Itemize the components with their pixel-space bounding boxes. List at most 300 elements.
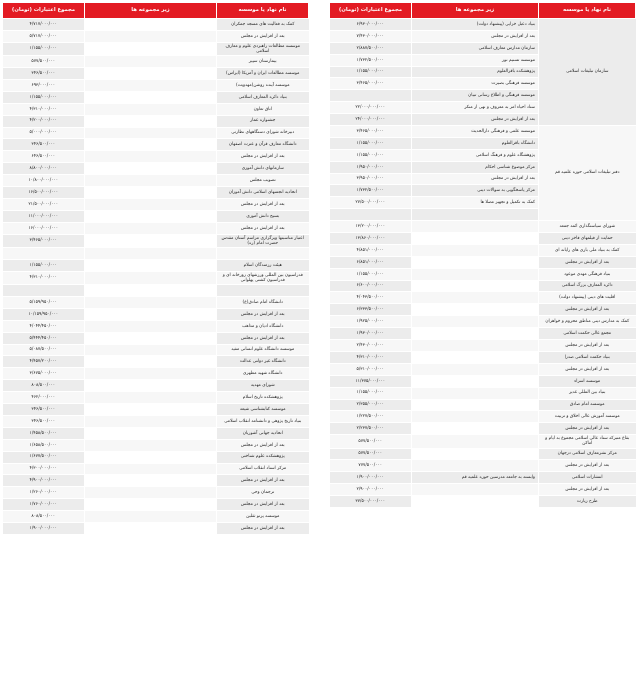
subsidiary-name xyxy=(412,221,539,233)
institution-name: اتحادیه انجمنهای اسلامی دانش آموزان xyxy=(217,186,309,198)
subsidiary-name: دانشگاه باقرالعلوم xyxy=(412,137,539,149)
credit-value: ۱/۱۵۵/۰۰۰/۰۰۰ xyxy=(330,268,412,280)
subsidiary-name xyxy=(85,103,217,115)
table-row xyxy=(3,427,309,439)
table-row xyxy=(330,496,636,508)
table-row xyxy=(330,19,636,31)
subsidiary-name xyxy=(85,487,217,499)
table-row xyxy=(330,448,636,460)
institution-name: بعد از افزایش در مجلس xyxy=(539,256,636,268)
table-row xyxy=(330,221,636,233)
credit-value: ۲/۳۵۵/۰۰۰/۰۰۰ xyxy=(330,399,412,411)
credit-value: ۱/۱۵۵/۰۰۰/۰۰۰ xyxy=(3,259,85,271)
credit-value: ۱/۴۵۸/۵۰۰/۰۰۰ xyxy=(3,427,85,439)
subsidiary-name xyxy=(85,380,217,392)
table-row xyxy=(330,387,636,399)
institution-name: بعد از افزایش در مجلس xyxy=(539,340,636,352)
institution-name: بنیاد فرهنگی مهدی موعود xyxy=(539,268,636,280)
credit-value: ۴/۳۱۰/۰۰۰/۰۰۰ xyxy=(3,103,85,115)
credit-value: ۱۰/۸۰۰/۰۰۰/۰۰۰ xyxy=(3,175,85,187)
table-row xyxy=(330,460,636,472)
credit-value: ۶/۹۳۰/۰۰۰/۰۰۰ xyxy=(330,19,412,31)
table-row xyxy=(3,151,309,163)
institution-name: دانشگاه ادیان و مذاهب xyxy=(217,320,309,332)
subsidiary-name xyxy=(412,351,539,363)
institution-name: اقلیت های دینی (پیشنهاد دولت) xyxy=(539,292,636,304)
subsidiary-name xyxy=(85,30,217,42)
institution-name: موسسه اسراء xyxy=(539,375,636,387)
institution-name: بسیج دانش آموزی xyxy=(217,210,309,222)
institution-name: بقاع متبرکه ستاد عالی اسلامی مجموع به ایام و اماکن xyxy=(539,435,636,448)
subsidiary-name: بعد از افزایش در مجلس xyxy=(412,114,539,126)
credit-value: ۲۷/۵۰۰/۰۰۰/۰۰۰ xyxy=(330,197,412,209)
credit-value: ۵/۰۸۷/۵۰۰/۰۰۰ xyxy=(3,344,85,356)
institution-name: دانشگاه شهید مطهری xyxy=(217,368,309,380)
table-row xyxy=(3,68,309,80)
subsidiary-name xyxy=(412,375,539,387)
credit-value: ۵/۳۱۰/۰۰۰/۰۰۰ xyxy=(330,363,412,375)
credit-value: ۸/۸۰۰/۰۰۰/۰۰۰ xyxy=(3,163,85,175)
subsidiary-name xyxy=(412,244,539,256)
table-row xyxy=(3,380,309,392)
credit-value: ۳/۴۶۵/۰۰۰/۰۰۰ xyxy=(3,234,85,247)
institution-name: بعد از افزایش در مجلس xyxy=(539,484,636,496)
subsidiary-name xyxy=(85,368,217,380)
subsidiary-name: بنیاد دعبل خزایی (پیشنهاد دولت) xyxy=(412,19,539,31)
subsidiary-name xyxy=(85,163,217,175)
credit-value: ۲۴/۰۰۰/۰۰۰/۰۰۰ xyxy=(330,114,412,126)
institution-name: هیئت رزمندگان اسلام xyxy=(217,259,309,271)
table-row xyxy=(3,487,309,499)
subsidiary-name xyxy=(85,56,217,68)
subsidiary-name xyxy=(85,439,217,451)
table-row xyxy=(3,320,309,332)
subsidiary-name xyxy=(85,79,217,91)
subsidiary-name xyxy=(412,435,539,448)
institution-name: دبیرخانه شورای دستگاههای نظارتی xyxy=(217,127,309,139)
subsidiary-name xyxy=(85,68,217,80)
table-row xyxy=(3,511,309,523)
table-row xyxy=(3,91,309,103)
credit-value: ۱/۱۵۵/۰۰۰/۰۰۰ xyxy=(330,137,412,149)
credit-value: ۱/۹۰۰/۰۰۰/۰۰۰ xyxy=(3,522,85,534)
table-row xyxy=(3,297,309,309)
subsidiary-name: ستاد احیاء امر به معروف و نهی از منکر xyxy=(412,102,539,114)
credit-value: ۱۳/۲۰۰/۰۰۰/۰۰۰ xyxy=(330,221,412,233)
institution-name: اتاق تعاون xyxy=(217,103,309,115)
table-row xyxy=(330,280,636,292)
credit-value: ۴/۰۴۳/۵۰۰/۰۰۰ xyxy=(330,292,412,304)
subsidiary-name xyxy=(85,198,217,210)
subsidiary-name xyxy=(85,271,217,284)
table-row xyxy=(3,499,309,511)
table-row xyxy=(330,244,636,256)
subsidiary-name xyxy=(85,139,217,151)
institution-name: بعد از افزایش در مجلس xyxy=(539,304,636,316)
subsidiary-name: پژوهشکده باقرالعلوم xyxy=(412,66,539,78)
table-row xyxy=(330,351,636,363)
credit-value: ۸۰۸/۵۰۰/۰۰۰ xyxy=(3,511,85,523)
institution-name: شورای سیاستگذاری ائمه جمعه xyxy=(539,221,636,233)
credit-value: ۱/۲۶۰/۰۰۰/۰۰۰ xyxy=(3,487,85,499)
institution-name: بیمارستان سپیر xyxy=(217,56,309,68)
subsidiary-name xyxy=(85,356,217,368)
subsidiary-name xyxy=(85,115,217,127)
table-row xyxy=(3,285,309,297)
left-budget-table xyxy=(2,2,309,535)
table-row xyxy=(330,292,636,304)
header-sub: زیر مجموعه ها xyxy=(412,3,539,19)
table-row xyxy=(330,304,636,316)
table-row xyxy=(330,484,636,496)
header-credit: مجموع اعتبارات (تومان) xyxy=(330,3,412,19)
table-row xyxy=(3,368,309,380)
institution-name: سازمان تبلیغات اسلامی xyxy=(539,19,636,126)
table-row xyxy=(3,186,309,198)
subsidiary-name xyxy=(85,247,217,259)
institution-name: موسسه مطالعات راهبردی علوم و معارف اسلامی xyxy=(217,42,309,55)
institution-name: کمک به فعالیت های مسجد جمکران xyxy=(217,19,309,31)
subsidiary-name xyxy=(85,285,217,297)
credit-value: ۴/۳۰۰/۰۰۰/۰۰۰ xyxy=(3,463,85,475)
credit-value: ۳۴۶/۵۰۰/۰۰۰ xyxy=(3,404,85,416)
credit-value xyxy=(3,285,85,297)
table-row xyxy=(330,435,636,448)
credit-value xyxy=(330,209,412,221)
credit-value: ۱/۹۵۰/۰۰۰/۰۰۰ xyxy=(330,161,412,173)
credit-value: ۵/۰۰۰/۰۰۰/۰۰۰ xyxy=(3,127,85,139)
credit-value: ۱۶/۵۰۰/۰۰۰/۰۰۰ xyxy=(3,186,85,198)
institution-name xyxy=(217,285,309,297)
institution-name: ترجمان وحی xyxy=(217,487,309,499)
credit-value: ۲/۹۰۰/۰۰۰/۰۰۰ xyxy=(330,484,412,496)
credit-value: ۳/۴۶۵/۰۰۰/۰۰۰ xyxy=(330,126,412,138)
credit-value: ۸۰۸/۵۰۰/۰۰۰ xyxy=(3,380,85,392)
institution-name xyxy=(217,247,309,259)
credit-value: ۵/۷۱۷/۰۰۰/۰۰۰ xyxy=(3,30,85,42)
institution-name: بعد از افزایش در مجلس xyxy=(217,475,309,487)
institution-name: بنیاد بین المللی غدیر xyxy=(539,387,636,399)
table-row xyxy=(3,332,309,344)
table-row xyxy=(330,340,636,352)
credit-value: ۵۷۷/۵۰۰/۰۰۰ xyxy=(3,56,85,68)
credit-value: ۳۴۶/۵۰۰/۰۰۰ xyxy=(3,68,85,80)
institution-name: موسسه پرتو ثقلین xyxy=(217,511,309,523)
table-row xyxy=(330,399,636,411)
subsidiary-name xyxy=(85,210,217,222)
institution-name: مرکز اسناد انقلاب اسلامی xyxy=(217,463,309,475)
institution-name: بعد از افزایش در مجلس xyxy=(217,222,309,234)
institution-name: انتشارات اسلامی xyxy=(539,472,636,484)
credit-value: ۶/۶۰۰/۰۰۰/۰۰۰ xyxy=(330,280,412,292)
credit-value: ۷/۴۳۰/۰۰۰/۰۰۰ xyxy=(330,30,412,42)
subsidiary-name xyxy=(85,308,217,320)
credit-value: ۱/۶۵۸/۵۰۰/۰۰۰ xyxy=(3,439,85,451)
credit-value xyxy=(330,90,412,102)
institution-name: بنیاد حکمت اسلامی صدرا xyxy=(539,351,636,363)
credit-value: ۱/۹۳۰/۰۰۰/۰۰۰ xyxy=(330,328,412,340)
credit-value: ۴/۸۵۱/۰۰۰/۰۰۰ xyxy=(330,244,412,256)
header-name: نام نهاد یا موسسه xyxy=(217,3,309,19)
table-row xyxy=(330,328,636,340)
subsidiary-name: موسسه تسنیم نور xyxy=(412,54,539,66)
credit-value: ۳۷/۵۰۰/۰۰۰/۰۰۰ xyxy=(330,496,412,508)
table-row xyxy=(3,463,309,475)
subsidiary-name: مرکز پاسخگویی به سوالات دینی xyxy=(412,185,539,197)
table-row xyxy=(3,30,309,42)
institution-name: جشنواره عمار xyxy=(217,115,309,127)
table-row xyxy=(3,522,309,534)
left-table-header xyxy=(3,3,309,19)
institution-name: مرکز نشرمعارف اسلامی درجهان xyxy=(539,448,636,460)
subsidiary-name xyxy=(85,297,217,309)
subsidiary-name xyxy=(412,484,539,496)
institution-name: فدراسیون بین المللی ورزشهای زورخانه ای و فدراسیون کشتی پهلوانی xyxy=(217,271,309,284)
table-row xyxy=(3,308,309,320)
subsidiary-name: بعد از افزایش در مجلس xyxy=(412,173,539,185)
subsidiary-name xyxy=(85,259,217,271)
subsidiary-name xyxy=(85,186,217,198)
institution-name: دائره المعارف بزرگ اسلامی xyxy=(539,280,636,292)
subsidiary-name xyxy=(85,344,217,356)
credit-value: ۴/۳۱۰/۰۰۰/۰۰۰ xyxy=(3,271,85,284)
subsidiary-name xyxy=(85,222,217,234)
institution-name: دانشگاه معارف قرآن و عترت اصفهان xyxy=(217,139,309,151)
subsidiary-name xyxy=(412,399,539,411)
subsidiary-name xyxy=(85,42,217,55)
subsidiary-name xyxy=(85,475,217,487)
credit-value: ۳/۴۶۵/۰۰۰/۰۰۰ xyxy=(330,78,412,90)
institution-name: بعد از افزایش در مجلس xyxy=(539,423,636,435)
column-divider xyxy=(313,0,325,689)
credit-value: ۴۶۲/۰۰۰/۰۰۰ xyxy=(3,392,85,404)
table-row xyxy=(3,198,309,210)
institution-name: کمک به مدارس دینی مناطق محروم و خواهران xyxy=(539,316,636,328)
institution-name: موسسه امام صادق xyxy=(539,399,636,411)
subsidiary-name xyxy=(412,411,539,423)
credit-value: ۴/۴۵۷/۲۰۰/۰۰۰ xyxy=(3,356,85,368)
credit-value: ۲/۲۳۷/۵۰۰/۰۰۰ xyxy=(330,423,412,435)
table-row xyxy=(3,404,309,416)
credit-value: ۱/۱۵۵/۰۰۰/۰۰۰ xyxy=(3,42,85,55)
header-credit: مجموع اعتبارات (تومان) xyxy=(3,3,85,19)
table-row xyxy=(3,247,309,259)
credit-value: ۶/۳۳۳/۵۰۰/۰۰۰ xyxy=(330,304,412,316)
subsidiary-name xyxy=(85,151,217,163)
right-table-header xyxy=(330,3,636,19)
subsidiary-name xyxy=(85,19,217,31)
subsidiary-name: پژوهشگاه علوم و فرهنگ اسلامی xyxy=(412,149,539,161)
credit-value: ۱۶/۰۰۰/۰۰۰/۰۰۰ xyxy=(3,222,85,234)
subsidiary-name xyxy=(85,451,217,463)
subsidiary-name xyxy=(85,404,217,416)
institution-name: پژوهشکده علوم شناختی xyxy=(217,451,309,463)
subsidiary-name xyxy=(412,316,539,328)
credit-value: ۳۴۶/۵۰۰/۰۰۰ xyxy=(3,139,85,151)
subsidiary-name: کمک به تکمیل و تجهیز مصلا ها xyxy=(412,197,539,209)
credit-value: ۱۱/۰۰۰/۰۰۰/۰۰۰ xyxy=(3,210,85,222)
subsidiary-name xyxy=(85,127,217,139)
credit-value: ۱/۷۳۲/۵۰۰/۰۰۰ xyxy=(330,185,412,197)
credit-value: ۱/۱۵۵/۰۰۰/۰۰۰ xyxy=(330,149,412,161)
subsidiary-name: وابسته به جامعه مدرسین حوزه علمیه قم xyxy=(412,472,539,484)
institution-name: بنیاد دائره المعارف اسلامی xyxy=(217,91,309,103)
credit-value: ۱۳/۸۶۰/۰۰۰/۰۰۰ xyxy=(330,233,412,245)
institution-name: بعد از افزایش در مجلس xyxy=(539,363,636,375)
subsidiary-name xyxy=(412,423,539,435)
subsidiary-name: مرکز موضوع شناسی احکام xyxy=(412,161,539,173)
subsidiary-name xyxy=(412,268,539,280)
subsidiary-name: سازمان مدارس معارف اسلامی xyxy=(412,42,539,54)
institution-name: بعد از افزایش در مجلس xyxy=(539,460,636,472)
institution-name: موسسه کتابشناسی شیعه xyxy=(217,404,309,416)
subsidiary-name xyxy=(412,496,539,508)
table-row xyxy=(330,126,636,138)
subsidiary-name xyxy=(85,175,217,187)
credit-value: ۵/۱۵۹/۹۵۰/۰۰۰ xyxy=(3,297,85,309)
subsidiary-name xyxy=(85,463,217,475)
subsidiary-name xyxy=(412,209,539,221)
institution-name: بعد از افزایش در مجلس xyxy=(217,30,309,42)
table-row xyxy=(330,411,636,423)
institution-name: موسسه دانشگاه علوم انسانی مفید xyxy=(217,344,309,356)
table-row xyxy=(3,42,309,55)
credit-value: ۲/۴۳۰/۰۰۰/۰۰۰ xyxy=(330,340,412,352)
credit-value: ۴/۲۰۰/۰۰۰/۰۰۰ xyxy=(3,115,85,127)
subsidiary-name xyxy=(412,304,539,316)
subsidiary-name: موسسه علمی و فرهنگی دارالحدیث xyxy=(412,126,539,138)
institution-name: کمک به بنیاد ملی بازی های رایانه ای xyxy=(539,244,636,256)
institution-name: دفتر تبلیغات اسلامی حوزه علمیه قم xyxy=(539,126,636,221)
subsidiary-name: بعد از افزایش در مجلس xyxy=(412,30,539,42)
table-row xyxy=(330,423,636,435)
subsidiary-name xyxy=(85,320,217,332)
institution-name: اتحادیه جهانی آشوریان xyxy=(217,427,309,439)
institution-name: مجمع عالی حکمت اسلامی xyxy=(539,328,636,340)
table-row xyxy=(3,222,309,234)
subsidiary-name xyxy=(412,292,539,304)
credit-value: ۴/۰۴۴/۴۵۰/۰۰۰ xyxy=(3,320,85,332)
subsidiary-name xyxy=(85,511,217,523)
subsidiary-name: موسسه فرهنگی بصیرت xyxy=(412,78,539,90)
credit-value: ۶۹۳/۰۰۰/۰۰۰ xyxy=(3,79,85,91)
credit-value: ۶/۸۵۱/۰۰۰/۰۰۰ xyxy=(330,256,412,268)
credit-value: ۱/۲۲۷/۵۰۰/۰۰۰ xyxy=(330,411,412,423)
institution-name: سازمانهای دانش آموزی xyxy=(217,163,309,175)
table-row xyxy=(3,139,309,151)
credit-value: ۱/۹۲۵/۰۰۰/۰۰۰ xyxy=(330,316,412,328)
table-row xyxy=(3,475,309,487)
credit-value: ۱/۷۶۰/۰۰۰/۰۰۰ xyxy=(3,499,85,511)
table-row xyxy=(330,316,636,328)
institution-name: پژوهشکده تاریخ اسلام xyxy=(217,392,309,404)
institution-name: تصویب مجلس xyxy=(217,175,309,187)
subsidiary-name xyxy=(85,332,217,344)
table-row xyxy=(3,19,309,31)
credit-value: ۱/۹۰۰/۰۰۰/۰۰۰ xyxy=(330,472,412,484)
table-row xyxy=(3,356,309,368)
credit-value: ۶۴۶/۵۰۰/۰۰۰ xyxy=(3,151,85,163)
table-row xyxy=(330,375,636,387)
credit-value: ۵۷۷/۵۰۰/۰۰۰ xyxy=(330,435,412,448)
credit-value: ۳/۹۵۰/۰۰۰/۰۰۰ xyxy=(330,173,412,185)
institution-name: دانشگاه غیر دولتی عدالت xyxy=(217,356,309,368)
table-row xyxy=(3,103,309,115)
credit-value: ۱۱/۳۷۵/۰۰۰/۰۰۰ xyxy=(330,375,412,387)
credit-value: ۱/۱۵۵/۰۰۰/۰۰۰ xyxy=(3,91,85,103)
institution-name: بنیاد تاریخ پژوهی و دانشنامه انقلاب اسلامی xyxy=(217,415,309,427)
credit-value: ۱/۷۳۲/۵۰۰/۰۰۰ xyxy=(330,54,412,66)
table-row xyxy=(330,256,636,268)
credit-value: ۲/۸۸۷/۵۰۰/۰۰۰ xyxy=(330,42,412,54)
credit-value xyxy=(3,247,85,259)
institution-name: اعتبار مناسبتها ویرگزاری مراسم آستان مقدس حضرت امام (ره) xyxy=(217,234,309,247)
credit-value: ۵۷۷/۵۰۰/۰۰۰ xyxy=(330,448,412,460)
institution-name: بعد از افزایش در مجلس xyxy=(217,332,309,344)
credit-value: ۳۴۶/۵۰۰/۰۰۰ xyxy=(3,415,85,427)
institution-name: بعد از افزایش در مجلس xyxy=(217,439,309,451)
credit-value: ۴/۳۱۰/۰۰۰/۰۰۰ xyxy=(330,351,412,363)
credit-value: ۴/۷۱۷/۰۰۰/۰۰۰ xyxy=(3,19,85,31)
credit-value: ۳/۶۷۵/۰۰۰/۰۰۰ xyxy=(3,368,85,380)
credit-value: ۲۱/۵۰۰/۰۰۰/۰۰۰ xyxy=(3,198,85,210)
table-row xyxy=(3,175,309,187)
institution-name: دانشگاه امام صادق(ع) xyxy=(217,297,309,309)
table-row xyxy=(3,210,309,222)
institution-name: موسسه آموزش عالی اخلاق و تربیت xyxy=(539,411,636,423)
subsidiary-name xyxy=(412,387,539,399)
table-row xyxy=(330,472,636,484)
subsidiary-name xyxy=(412,256,539,268)
subsidiary-name xyxy=(412,340,539,352)
table-row xyxy=(3,127,309,139)
subsidiary-name xyxy=(85,415,217,427)
credit-value: ۱۰/۱۵۹/۹۵۰/۰۰۰ xyxy=(3,308,85,320)
subsidiary-name: موسسه فرهنگی و اطلاع رسانی تبیان xyxy=(412,90,539,102)
credit-value: ۱/۱۵۵/۰۰۰/۰۰۰ xyxy=(330,387,412,399)
subsidiary-name xyxy=(85,234,217,247)
institution-name: بعد از افزایش در مجلس xyxy=(217,308,309,320)
table-row xyxy=(330,233,636,245)
right-budget-table xyxy=(329,2,636,508)
credit-value: ۴/۹۰۰/۰۰۰/۰۰۰ xyxy=(3,475,85,487)
subsidiary-name xyxy=(85,499,217,511)
credit-value: ۷۷۷/۵۰۰/۰۰۰ xyxy=(330,460,412,472)
institution-name: بعد از افزایش در مجلس xyxy=(217,151,309,163)
institution-name: شورای مهدیه xyxy=(217,380,309,392)
institution-name: بعد از افزایش در مجلس xyxy=(217,522,309,534)
subsidiary-name xyxy=(85,522,217,534)
table-row xyxy=(3,415,309,427)
institution-name: حمایت از فیلمهای فاخر دینی xyxy=(539,233,636,245)
table-row xyxy=(330,268,636,280)
table-row xyxy=(3,234,309,247)
subsidiary-name xyxy=(412,448,539,460)
subsidiary-name xyxy=(412,233,539,245)
credit-value: ۲۲/۰۰۰/۰۰۰/۰۰۰ xyxy=(330,102,412,114)
subsidiary-name xyxy=(412,363,539,375)
subsidiary-name xyxy=(412,280,539,292)
institution-name: موسسه مطالعات ایران و آمریکا (ایراس) xyxy=(217,68,309,80)
subsidiary-name xyxy=(412,460,539,472)
table-row xyxy=(3,56,309,68)
institution-name: طرح زیارت xyxy=(539,496,636,508)
table-row xyxy=(3,115,309,127)
table-row xyxy=(3,392,309,404)
credit-value: ۱/۶۷۷/۵۰۰/۰۰۰ xyxy=(3,451,85,463)
table-row xyxy=(330,363,636,375)
subsidiary-name xyxy=(412,328,539,340)
